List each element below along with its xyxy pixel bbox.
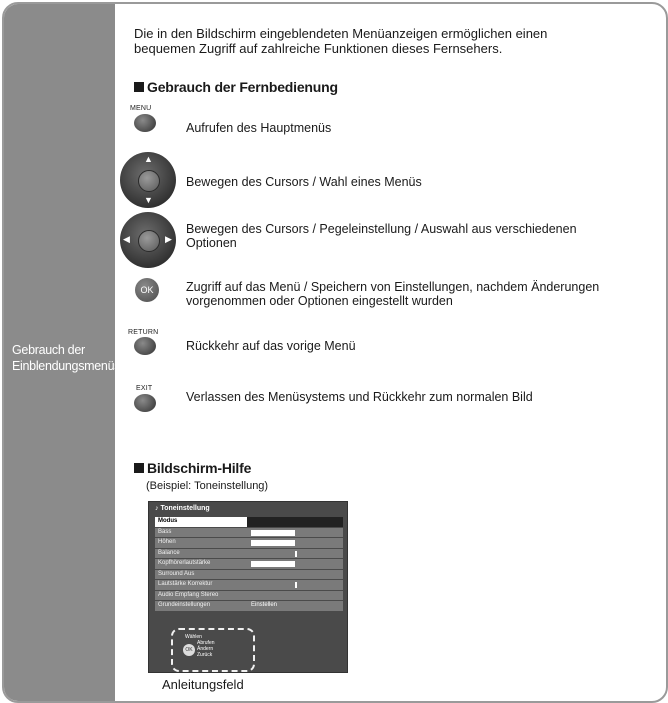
tv-menu-row: [155, 517, 343, 527]
tv-menu-row: [155, 570, 343, 580]
guide-field-label: Anleitungsfeld: [162, 677, 244, 692]
tv-menu-row: [155, 591, 343, 601]
tv-menu-row-label: Modus: [158, 518, 178, 524]
remote-heading: [134, 79, 338, 95]
tv-menu-row: [155, 601, 343, 611]
tv-menu-row: [155, 538, 343, 548]
sidebar: [4, 4, 121, 701]
tv-menu-row-label: Kopfhörerlautstärke: [158, 560, 211, 566]
guide-box: [171, 628, 255, 672]
exit-button-icon: [134, 394, 156, 412]
remote-heading-text: Gebrauch der Fernbedienung: [147, 79, 338, 95]
tv-menu-row: [155, 559, 343, 569]
tv-menu-row-label: Höhen: [158, 539, 176, 545]
ok-description: Zugriff auf das Menü / Speichern von Einstellungen, nachdem Änderungen vorgenommen oder Optionen eingestellt wurden: [186, 280, 600, 308]
tv-menu-row-label: Surround Aus: [158, 570, 195, 577]
menu-button-icon: [134, 114, 156, 132]
tv-menu-level-bar: [251, 540, 295, 546]
intro-paragraph: Die in den Bildschirm eingeblendeten Menüanzeigen ermöglichen einen bequemen Zugriff auf zahlreiche Funktionen dieses Fernsehers.: [134, 26, 548, 56]
dpad-updown-icon: ▲ ▼: [120, 152, 176, 208]
tv-menu-row-label: Bass: [158, 528, 172, 535]
tv-menu-row-value: Einstellen: [251, 602, 278, 608]
tv-menu-row-label: Lautstärke Korrektur: [158, 581, 213, 587]
bullet-square-icon: [134, 82, 144, 92]
tv-menu-row: [155, 580, 343, 590]
tv-menu-row-label: Audio Empfang Stereo: [158, 591, 219, 598]
sidebar-title: Gebrauch der Einblendungsmenüs: [12, 343, 121, 373]
guide-ok-icon: OK: [183, 644, 195, 656]
bullet-square-icon: [134, 463, 144, 473]
tv-menu-center-marker: [295, 582, 297, 588]
help-example-note: (Beispiel: Toneinstellung): [146, 480, 269, 492]
return-description: Rückkehr auf das vorige Menü: [186, 339, 356, 353]
tv-menu-title: ♪ Toneinstellung: [155, 505, 210, 512]
tv-menu-row-label: Grundeinstellungen: [158, 602, 211, 608]
main-content: [116, 4, 666, 701]
tv-menu-list: [155, 517, 343, 612]
dpad-updown-description: Bewegen des Cursors / Wahl eines Menüs: [186, 175, 422, 189]
tv-menu-selection-bar: [247, 517, 343, 527]
tv-menu-center-marker: [295, 551, 297, 557]
tv-menu-level-bar: [251, 530, 295, 536]
ok-button-icon: OK: [135, 278, 159, 302]
dpad-leftright-icon: ◀ ▶: [120, 212, 176, 268]
tv-menu-screenshot: [148, 501, 348, 673]
return-button-icon: [134, 337, 156, 355]
guide-text: Wählen Abrufen Ändern Zurück: [185, 634, 215, 658]
dpad-leftright-description: Bewegen des Cursors / Pegeleinstellung / Auswahl aus verschiedenen Optionen: [186, 222, 577, 250]
page-frame: [2, 2, 668, 703]
exit-button-label: EXIT: [136, 385, 153, 392]
tv-menu-level-bar: [251, 561, 295, 567]
tv-menu-row: [155, 528, 343, 538]
exit-description: Verlassen des Menüsystems und Rückkehr zum normalen Bild: [186, 390, 533, 404]
help-heading: [134, 460, 251, 476]
return-button-label: RETURN: [128, 329, 159, 336]
menu-description: Aufrufen des Hauptmenüs: [186, 121, 332, 135]
tv-menu-row: [155, 549, 343, 559]
menu-button-label: MENU: [130, 105, 152, 112]
tv-menu-row-label: Balance: [158, 549, 180, 556]
help-heading-text: Bildschirm-Hilfe: [147, 460, 252, 476]
